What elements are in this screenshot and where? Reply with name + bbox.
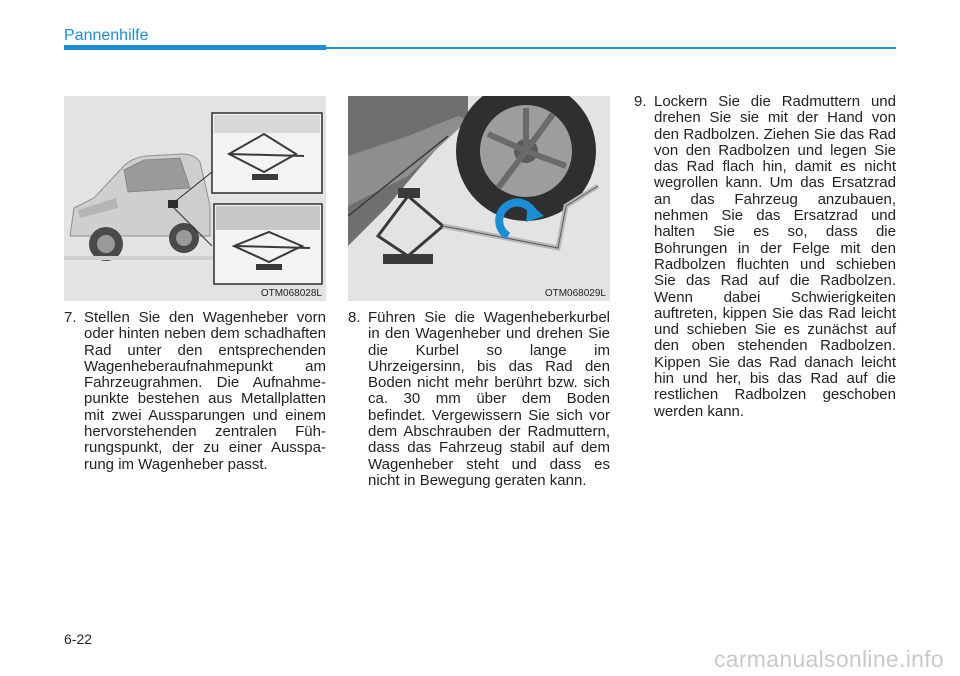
watermark: carmanualsonline.info — [713, 646, 944, 672]
header-rule-thick — [64, 45, 326, 50]
step-number: 7. — [64, 309, 77, 326]
step-9 — [634, 94, 896, 420]
figure-code: OTM068029L — [544, 288, 606, 299]
figure-code: OTM068028L — [260, 288, 322, 299]
step-number: 9. — [634, 93, 647, 110]
section-title: Pannenhilfe — [64, 27, 149, 44]
step-text: Stellen Sie den Wagenheber vorn oder hinten neben dem schadhaften Rad unter den entsprechenden Wagenheberaufnahmepunkt am Fahrzeugrahmen. Die Aufnahmepunkte bestehen aus Metallplatten mit zwei Aussparungen und einem hervorstehenden zentralen Führungspunkt, der zu einer Aussparung im Wagenheber passt. — [84, 309, 326, 473]
step-text: Führen Sie die Wagenheberkurbel in den Wagenheber und drehen Sie die Kurbel so lange im Uhrzeigersinn, bis das Rad den Boden nicht mehr berührt bzw. sich ca. 30 mm über dem Boden befindet. Vergewissern Sie sich vor dem Abschrauben der Radmuttern, dass das Fahrzeug stabil auf dem Wagenheber steht und dass es nicht in Bewegung geraten kann. — [368, 309, 610, 489]
header-rule-thin — [326, 47, 896, 49]
figure-jack-crank — [348, 96, 610, 301]
step-8 — [348, 310, 610, 489]
step-7 — [64, 310, 326, 473]
page-number: 6-22 — [64, 631, 93, 647]
step-number: 8. — [348, 309, 361, 326]
jack-position-illustration — [64, 96, 326, 301]
figure-jack-position — [64, 96, 326, 301]
jack-crank-illustration — [348, 96, 610, 301]
step-text: Lockern Sie die Radmuttern und drehen Sie sie mit der Hand von den Radbolzen. Ziehen Sie das Rad von den Radbolzen und legen Sie das Rad flach hin, damit es nicht wegrollen kann. Um das Ersatzrad an das Fahrzeug anzubauen, nehmen Sie das Ersatzrad und halten Sie es so, dass die Bohrungen in der Felge mit den Radbolzen fluchten und schieben Sie das Rad auf die Radbolzen. Wenn dabei Schwierigkeiten auftreten, kippen Sie das Rad leicht und schieben Sie es zunächst auf den oben stehenden Radbolzen. Kippen Sie das Rad danach leicht hin und her, bis das Rad auf die restlichen Radbolzen geschoben werden kann. — [654, 93, 896, 420]
